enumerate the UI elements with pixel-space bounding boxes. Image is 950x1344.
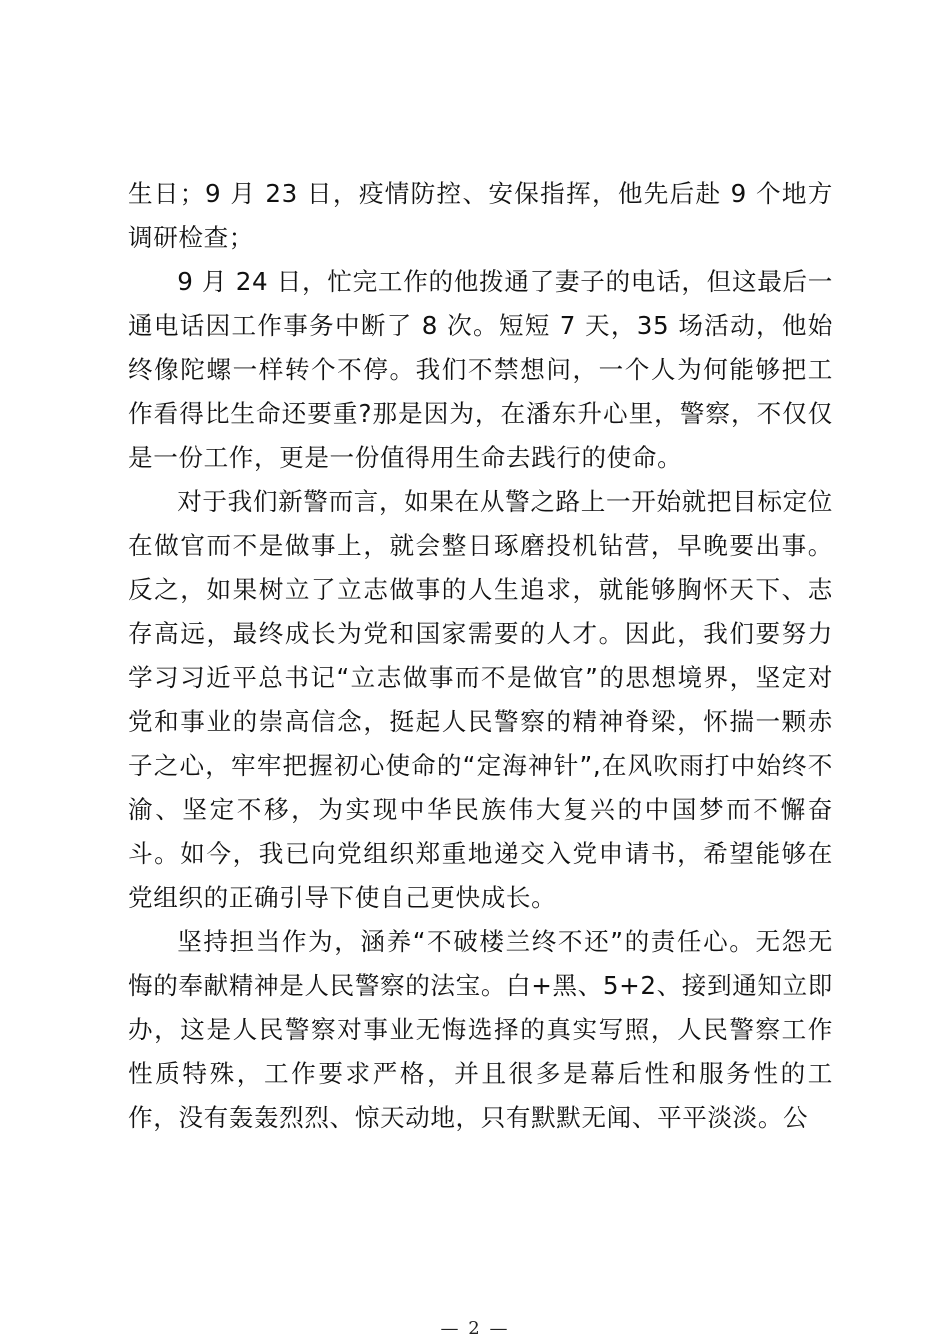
paragraph-1: 生日；9 月 23 日，疫情防控、安保指挥，他先后赴 9 个地方调研检查； [128,179,833,252]
document-body [128,172,833,1140]
paragraph-2: 9 月 24 日，忙完工作的他拨通了妻子的电话，但这最后一通电话因工作事务中断了 8 次。短短 7 天，35 场活动，他始终像陀螺一样转个不停。我们不禁想问，一个人为何能够把工作看得比生命还要重?那是因为，在潘东升心里，警察，不仅仅是一份工作，更是一份值得用生命去践行的使命。 [128,267,833,472]
paragraph-4: 坚持担当作为，涵养“不破楼兰终不还”的责任心。无怨无悔的奉献精神是人民警察的法宝。白+黑、5+2、接到通知立即办，这是人民警察对事业无悔选择的真实写照，人民警察工作性质特殊，工作要求严格，并且很多是幕后性和服务性的工作，没有轰轰烈烈、惊天动地，只有默默无闻、平平淡淡。公 [128,927,833,1132]
paragraph-3: 对于我们新警而言，如果在从警之路上一开始就把目标定位在做官而不是做事上，就会整日琢磨投机钻营，早晚要出事。反之，如果树立了立志做事的人生追求，就能够胸怀天下、志存高远，最终成长为党和国家需要的人才。因此，我们要努力学习习近平总书记“立志做事而不是做官”的思想境界，坚定对党和事业的崇高信念，挺起人民警察的精神脊梁，怀揣一颗赤子之心，牢牢把握初心使命的“定海神针”,在风吹雨打中始终不渝、坚定不移，为实现中华民族伟大复兴的中国梦而不懈奋斗。如今，我已向党组织郑重地递交入党申请书，希望能够在党组织的正确引导下使自己更快成长。 [128,487,833,912]
page-number: — 2 — [440,1318,510,1339]
